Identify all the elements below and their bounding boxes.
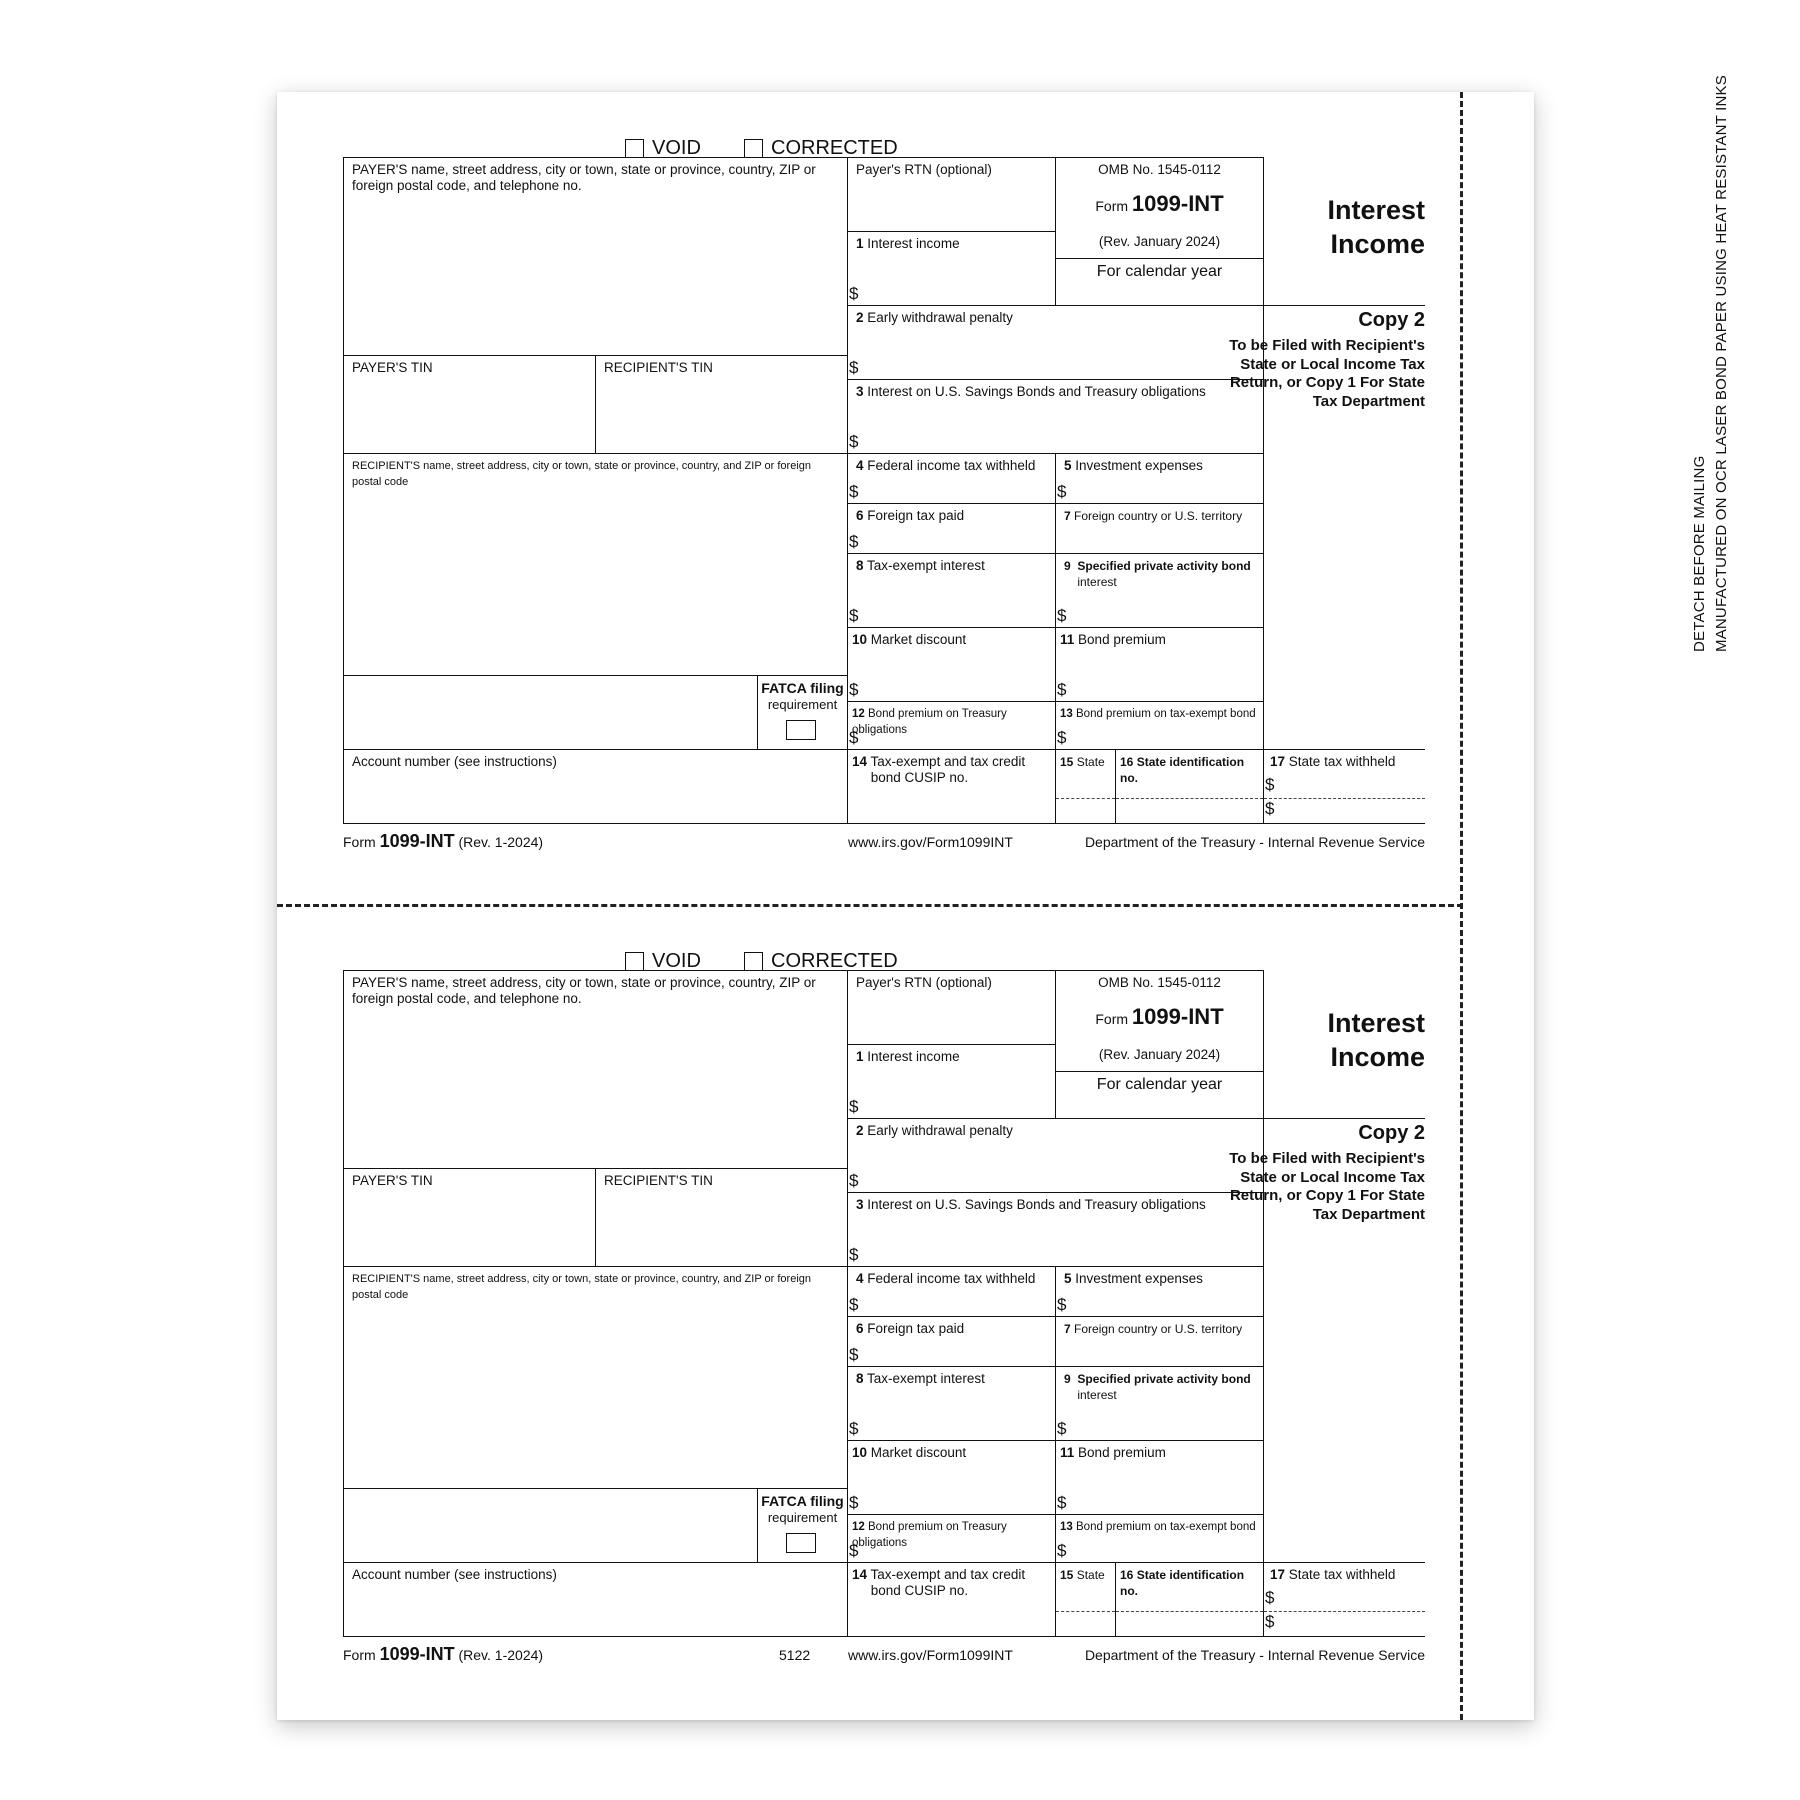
dollar-sign: $: [849, 1245, 859, 1264]
dollar-sign: $: [1265, 775, 1275, 794]
box14-cusip[interactable]: [847, 749, 1055, 824]
box2-label: 2 Early withdrawal penalty: [856, 310, 1013, 325]
dollar-sign: $: [1265, 1588, 1275, 1607]
box3-savings-bonds-interest[interactable]: [847, 1192, 1263, 1266]
form-prefix: Form: [1095, 1011, 1129, 1027]
dashed-divider: [1264, 798, 1425, 799]
divider: [1056, 1071, 1263, 1072]
recipient-tin-label: RECIPIENT'S TIN: [604, 360, 713, 375]
dollar-sign: $: [849, 1171, 859, 1190]
dashed-divider: [1116, 798, 1263, 799]
recipient-tin-field[interactable]: [595, 1168, 847, 1266]
box3-label: 3 Interest on U.S. Savings Bonds and Treasury obligations: [856, 1197, 1206, 1212]
box7-foreign-country[interactable]: [1055, 1316, 1263, 1366]
dollar-sign: $: [849, 1097, 859, 1116]
divider: [1263, 305, 1425, 306]
box17-label: 17 State tax withheld: [1270, 1567, 1396, 1582]
box13-label: 13 Bond premium on tax-exempt bond: [1060, 1521, 1256, 1533]
dashed-divider: [1056, 1611, 1115, 1612]
dollar-sign: $: [1057, 728, 1067, 747]
payer-tin-field[interactable]: [343, 355, 595, 453]
box15-state[interactable]: [1055, 1562, 1115, 1637]
dollar-sign: $: [849, 680, 859, 699]
box13-label: 13 Bond premium on tax-exempt bond: [1060, 708, 1256, 720]
box2-label: 2 Early withdrawal penalty: [856, 1123, 1013, 1138]
fatca-field[interactable]: [757, 675, 847, 749]
dollar-sign: $: [1057, 1541, 1067, 1560]
rtn-label: Payer's RTN (optional): [856, 975, 992, 990]
copy-label: Copy 2: [1358, 1122, 1425, 1144]
box17-state-tax-withheld[interactable]: [1263, 1562, 1425, 1637]
payer-name-field[interactable]: [343, 157, 847, 355]
form-footer: [343, 1644, 1425, 1668]
form-rev: (Rev. January 2024): [1098, 1047, 1221, 1062]
dollar-sign: $: [1265, 799, 1275, 818]
box8-tax-exempt-interest[interactable]: [847, 553, 1055, 627]
calendar-year: For calendar year: [1096, 263, 1223, 280]
fatca-label-1: FATCA filing: [761, 1493, 844, 1509]
box10-label: 10 Market discount: [852, 1445, 967, 1460]
corrected-checkbox-box[interactable]: [744, 952, 763, 971]
blank-field[interactable]: [343, 1488, 757, 1562]
recipient-tin-label: RECIPIENT'S TIN: [604, 1173, 713, 1188]
dollar-sign: $: [849, 432, 859, 451]
copy-label: Copy 2: [1358, 309, 1425, 331]
void-label: VOID: [652, 950, 701, 972]
dollar-sign: $: [849, 728, 859, 747]
box13-tax-exempt-bond-premium[interactable]: [1055, 1514, 1263, 1562]
divider: [1263, 970, 1264, 1562]
box15-label: 15 State: [1060, 755, 1105, 769]
box4-label: 4 Federal income tax withheld: [856, 1271, 1036, 1286]
account-label: Account number (see instructions): [352, 1567, 557, 1582]
title-interest: Interest: [1327, 1008, 1425, 1038]
dollar-sign: $: [1057, 1419, 1067, 1438]
box4-label: 4 Federal income tax withheld: [856, 458, 1036, 473]
box5-investment-expenses[interactable]: [1055, 453, 1263, 503]
box16-state-id[interactable]: [1115, 749, 1263, 824]
box4-federal-tax-withheld[interactable]: [847, 453, 1055, 503]
account-number-field[interactable]: [343, 1562, 847, 1637]
box11-bond-premium[interactable]: [1055, 627, 1263, 701]
dollar-sign: $: [849, 482, 859, 501]
dollar-sign: $: [849, 606, 859, 625]
payer-name-label: PAYER'S name, street address, city or town, state or province, country, ZIP or foreign postal code, and telephone no.: [352, 975, 816, 1006]
cut-dashed-line: [277, 904, 1463, 907]
box5-label: 5 Investment expenses: [1064, 458, 1203, 473]
box9-private-activity-bond[interactable]: [1055, 553, 1263, 627]
form-footer: [343, 831, 1425, 855]
box11-label: 11 Bond premium: [1060, 1445, 1166, 1460]
box10-market-discount[interactable]: [847, 627, 1055, 701]
box2-early-withdrawal-penalty[interactable]: [847, 1118, 1263, 1192]
payer-tin-label: PAYER'S TIN: [352, 360, 433, 375]
dollar-sign: $: [1057, 482, 1067, 501]
dollar-sign: $: [849, 1295, 859, 1314]
box11-label: 11 Bond premium: [1060, 632, 1166, 647]
recipient-tin-field[interactable]: [595, 355, 847, 453]
footer-url: www.irs.gov/Form1099INT: [848, 834, 1013, 850]
box16-label: 16 State identification no.: [1120, 1568, 1245, 1598]
box15-label: 15 State: [1060, 1568, 1105, 1582]
recipient-name-field[interactable]: [343, 1266, 847, 1488]
omb-number: OMB No. 1545-0112: [1098, 162, 1221, 177]
box4-federal-tax-withheld[interactable]: [847, 1266, 1055, 1316]
corrected-label: CORRECTED: [771, 137, 898, 159]
box12-label: 12 Bond premium on Treasury obligations: [852, 1521, 1007, 1549]
box1-label: 1 Interest income: [856, 1049, 960, 1064]
box17-state-tax-withheld[interactable]: [1263, 749, 1425, 824]
box1-interest-income[interactable]: [847, 1044, 1055, 1118]
box6-foreign-tax-paid[interactable]: [847, 1316, 1055, 1366]
recipient-name-label: RECIPIENT'S name, street address, city or town, state or province, country, and ZIP or foreign postal code: [352, 460, 811, 488]
box10-label: 10 Market discount: [852, 632, 967, 647]
dashed-divider: [1264, 1611, 1425, 1612]
form-name: 1099-INT: [1131, 1004, 1224, 1029]
box1-label: 1 Interest income: [856, 236, 960, 251]
account-number-field[interactable]: [343, 749, 847, 824]
box3-savings-bonds-interest[interactable]: [847, 379, 1263, 453]
box11-bond-premium[interactable]: [1055, 1440, 1263, 1514]
dollar-sign: $: [1265, 1612, 1275, 1631]
box5-label: 5 Investment expenses: [1064, 1271, 1203, 1286]
footer-dept: Department of the Treasury - Internal Revenue Service: [1084, 834, 1425, 850]
dollar-sign: $: [1057, 1295, 1067, 1314]
box12-label: 12 Bond premium on Treasury obligations: [852, 708, 1007, 736]
form-grid: [343, 157, 1425, 824]
box8-label: 8 Tax-exempt interest: [856, 1371, 985, 1386]
dollar-sign: $: [1057, 606, 1067, 625]
rtn-label: Payer's RTN (optional): [856, 162, 992, 177]
box16-label: 16 State identification no.: [1120, 755, 1245, 785]
box1-interest-income[interactable]: [847, 231, 1055, 305]
box10-market-discount[interactable]: [847, 1440, 1055, 1514]
box7-foreign-country[interactable]: [1055, 503, 1263, 553]
form-copy-top: [277, 137, 1534, 877]
box7-label: 7 Foreign country or U.S. territory: [1064, 509, 1243, 523]
box14-cusip[interactable]: [847, 1562, 1055, 1637]
recipient-name-label: RECIPIENT'S name, street address, city or town, state or province, country, and ZIP or foreign postal code: [352, 1273, 811, 1301]
box9-label: 9 Specified private activity bond interest: [1064, 1372, 1251, 1402]
fatca-checkbox[interactable]: [786, 720, 816, 740]
omb-block: [1055, 157, 1263, 305]
side-text: [1689, 75, 1739, 652]
side-text-line1: DETACH BEFORE MAILING: [1691, 455, 1708, 652]
box5-investment-expenses[interactable]: [1055, 1266, 1263, 1316]
dashed-divider: [1116, 1611, 1263, 1612]
dollar-sign: $: [1057, 680, 1067, 699]
copy-note: To be Filed with Recipient's State or Local Income Tax Return, or Copy 1 For State Tax Department: [1229, 1150, 1425, 1223]
fatca-label-1: FATCA filing: [761, 680, 844, 696]
form-name: 1099-INT: [1131, 191, 1224, 216]
footer-code: 5122: [779, 1647, 811, 1663]
footer-dept: Department of the Treasury - Internal Revenue Service: [1084, 1647, 1425, 1663]
box6-label: 6 Foreign tax paid: [856, 1321, 965, 1336]
box17-label: 17 State tax withheld: [1270, 754, 1396, 769]
box6-foreign-tax-paid[interactable]: [847, 503, 1055, 553]
blank-field[interactable]: [343, 675, 757, 749]
form-copy-bottom: [277, 950, 1534, 1690]
fatca-field[interactable]: [757, 1488, 847, 1562]
calendar-year: For calendar year: [1096, 1076, 1223, 1093]
divider: [1263, 157, 1264, 749]
footer-form-id: Form 1099-INT (Rev. 1-2024): [343, 1644, 544, 1664]
box9-private-activity-bond[interactable]: [1055, 1366, 1263, 1440]
box3-label: 3 Interest on U.S. Savings Bonds and Treasury obligations: [856, 384, 1206, 399]
account-label: Account number (see instructions): [352, 754, 557, 769]
form-prefix: Form: [1095, 198, 1129, 214]
payer-rtn-field[interactable]: [847, 970, 1055, 1044]
fatca-checkbox[interactable]: [786, 1533, 816, 1553]
box13-tax-exempt-bond-premium[interactable]: [1055, 701, 1263, 749]
title-interest: Interest: [1327, 195, 1425, 225]
payer-name-label: PAYER'S name, street address, city or town, state or province, country, ZIP or foreign postal code, and telephone no.: [352, 162, 816, 193]
payer-tin-field[interactable]: [343, 1168, 595, 1266]
dollar-sign: $: [849, 1493, 859, 1512]
box12-treasury-bond-premium[interactable]: [847, 1514, 1055, 1562]
dollar-sign: $: [849, 358, 859, 377]
void-checkbox-box[interactable]: [625, 952, 644, 971]
dashed-divider: [1056, 798, 1115, 799]
footer-form-id: Form 1099-INT (Rev. 1-2024): [343, 831, 544, 851]
form-grid: [343, 970, 1425, 1637]
form-rev: (Rev. January 2024): [1098, 234, 1221, 249]
void-checkbox-box[interactable]: [625, 139, 644, 158]
box15-state[interactable]: [1055, 749, 1115, 824]
payer-tin-label: PAYER'S TIN: [352, 1173, 433, 1188]
dollar-sign: $: [849, 1541, 859, 1560]
box16-state-id[interactable]: [1115, 1562, 1263, 1637]
box8-label: 8 Tax-exempt interest: [856, 558, 985, 573]
copy-note: To be Filed with Recipient's State or Local Income Tax Return, or Copy 1 For State Tax Department: [1229, 337, 1425, 410]
dollar-sign: $: [849, 1419, 859, 1438]
form-sheet: [277, 75, 1730, 1720]
divider: [1056, 258, 1263, 259]
box7-label: 7 Foreign country or U.S. territory: [1064, 1322, 1243, 1336]
void-label: VOID: [652, 137, 701, 159]
dollar-sign: $: [1057, 1493, 1067, 1512]
fatca-label-2: requirement: [767, 697, 838, 712]
recipient-name-field[interactable]: [343, 453, 847, 675]
dollar-sign: $: [849, 532, 859, 551]
payer-rtn-field[interactable]: [847, 157, 1055, 231]
box14-label: 14 Tax-exempt and tax credit bond CUSIP no.: [852, 754, 1026, 785]
box6-label: 6 Foreign tax paid: [856, 508, 965, 523]
dollar-sign: $: [849, 284, 859, 303]
title-income: Income: [1330, 229, 1425, 259]
omb-block: [1055, 970, 1263, 1118]
fatca-label-2: requirement: [767, 1510, 838, 1525]
title-income: Income: [1330, 1042, 1425, 1072]
footer-url: www.irs.gov/Form1099INT: [848, 1647, 1013, 1663]
omb-number: OMB No. 1545-0112: [1098, 975, 1221, 990]
corrected-label: CORRECTED: [771, 950, 898, 972]
form-title: [1056, 191, 1263, 217]
box2-early-withdrawal-penalty[interactable]: [847, 305, 1263, 379]
box12-treasury-bond-premium[interactable]: [847, 701, 1055, 749]
box9-label: 9 Specified private activity bond interest: [1064, 559, 1251, 589]
divider: [1263, 1118, 1425, 1119]
box8-tax-exempt-interest[interactable]: [847, 1366, 1055, 1440]
side-text-line2: MANUFACTURED ON OCR LASER BOND PAPER USING HEAT RESISTANT INKS: [1713, 75, 1730, 652]
form-title: [1056, 1004, 1263, 1030]
payer-name-field[interactable]: [343, 970, 847, 1168]
box14-label: 14 Tax-exempt and tax credit bond CUSIP no.: [852, 1567, 1026, 1598]
dollar-sign: $: [849, 1345, 859, 1364]
corrected-checkbox-box[interactable]: [744, 139, 763, 158]
